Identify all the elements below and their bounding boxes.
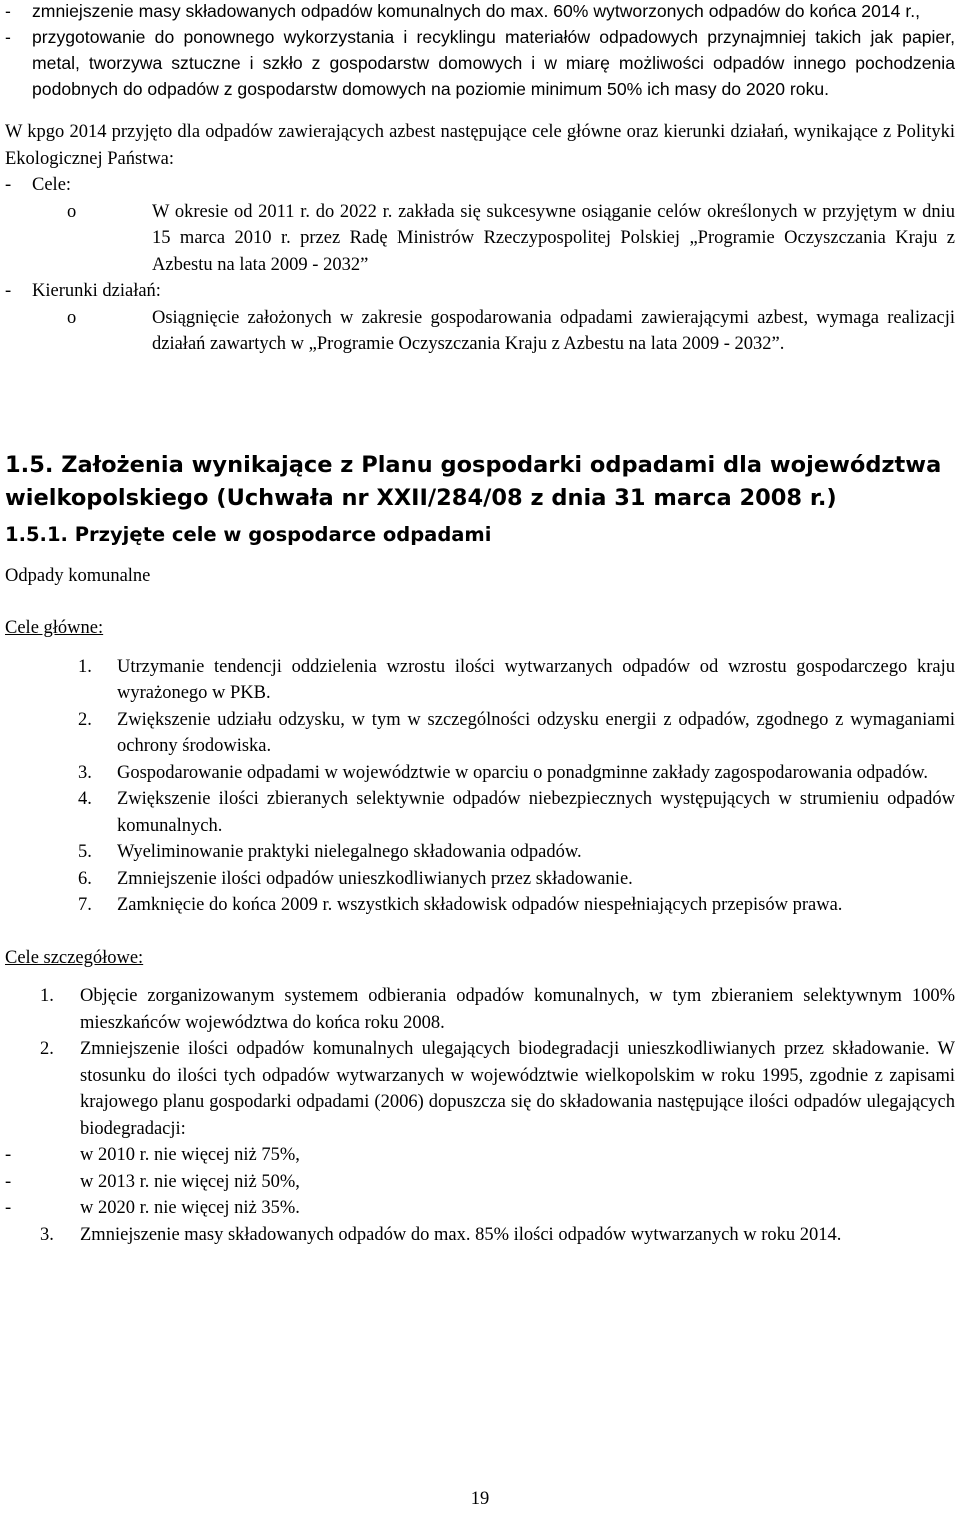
list-item-text: Osiągnięcie założonych w zakresie gospodarowania odpadami zawierającymi azbest, wymaga realizacji działań zawartych w „Programie Oczyszczania Kraju z Azbestu na lata 2009 - 2032”. bbox=[152, 307, 955, 354]
dash-marker: - bbox=[5, 1, 11, 21]
cele-glowne-list bbox=[5, 654, 955, 919]
dash-marker: - bbox=[5, 1198, 12, 1218]
list-item-text: Zmniejszenie ilości odpadów komunalnych ulegających biodegradacji unieszkodliwianych przez składowanie. W stosunku do ilości tych odpadów wytwarzanych w województwie wielkopolskim w roku 1995, zgodnie z zapisami krajowego planu gospodarki odpadami (2006) dopuszcza się do składowania następujące ilości odpadów ulegających biodegradacji: bbox=[80, 1039, 955, 1139]
item-number: 4. bbox=[78, 789, 92, 809]
list-item-text: Gospodarowanie odpadami w województwie w oparciu o ponadgminne zakłady zagospodarowania odpadów. bbox=[117, 762, 929, 783]
cele-szczegolowe-label: Cele szczegółowe: bbox=[5, 947, 144, 968]
item-number: 3. bbox=[78, 762, 92, 783]
list-item bbox=[5, 1195, 955, 1222]
item-number: 1. bbox=[40, 986, 54, 1006]
azbest-intro: W kpgo 2014 przyjęto dla odpadów zawierających azbest następujące cele główne oraz kierunki działań, wynikające z Polityki Ekologicznej Państwa: bbox=[5, 122, 955, 169]
cele-label: Cele: bbox=[32, 175, 72, 195]
item-number: 2. bbox=[40, 1039, 54, 1059]
list-item-text: Utrzymanie tendencji oddzielenia wzrostu ilości wytwarzanych odpadów od wzrostu gospodarczego kraju wyrażonego w PKB. bbox=[117, 656, 955, 703]
item-number: 1. bbox=[78, 656, 92, 677]
list-item bbox=[5, 760, 955, 787]
dash-marker: - bbox=[5, 175, 12, 195]
list-item bbox=[5, 892, 955, 919]
cele-szczegolowe-list bbox=[5, 983, 955, 1248]
kierunki-row bbox=[5, 278, 955, 305]
list-item bbox=[5, 866, 955, 893]
list-item-text: w 2010 r. nie więcej niż 75%, bbox=[80, 1145, 300, 1165]
list-item bbox=[5, 1142, 955, 1169]
list-item-text: Zamknięcie do końca 2009 r. wszystkich składowisk odpadów niespełniających przepisów prawa. bbox=[117, 895, 843, 915]
subsection-heading: 1.5.1. Przyjęte cele w gospodarce odpadami bbox=[5, 522, 492, 546]
page-number: 19 bbox=[470, 1489, 490, 1509]
cele-glowne-label: Cele główne: bbox=[5, 618, 104, 638]
list-item-text: Zwiększenie udziału odzysku, w tym w szczególności odzysku energii z odpadów, zgodnego z wymaganiami ochrony środowiska. bbox=[117, 709, 955, 756]
category-label: Odpady komunalne bbox=[5, 565, 151, 586]
list-item bbox=[5, 654, 955, 707]
item-number: 7. bbox=[78, 895, 92, 915]
list-item bbox=[5, 1222, 955, 1249]
list-item bbox=[5, 1169, 955, 1196]
list-item bbox=[5, 24, 955, 102]
list-item-text: w 2013 r. nie więcej niż 50%, bbox=[80, 1171, 300, 1192]
list-item bbox=[67, 199, 955, 279]
list-item-text: Zwiększenie ilości zbieranych selektywnie odpadów niebezpiecznych występujących w strumieniu odpadów komunalnych. bbox=[117, 789, 955, 836]
cele-row bbox=[5, 172, 955, 199]
list-item-text: Zmniejszenie ilości odpadów unieszkodliwianych przez składowanie. bbox=[117, 868, 633, 889]
list-item bbox=[5, 0, 955, 24]
bullet-marker: o bbox=[67, 201, 77, 222]
list-item bbox=[5, 839, 955, 866]
item-number: 5. bbox=[78, 842, 92, 862]
section-heading: 1.5. Założenia wynikające z Planu gospodarki odpadami dla województwa wielkopolskiego (Uchwała nr XXII/284/08 z dnia 31 marca 2008 r.) bbox=[5, 451, 942, 511]
item-number: 2. bbox=[78, 709, 92, 730]
list-item-text: W okresie od 2011 r. do 2022 r. zakłada się sukcesywne osiąganie celów określonych w przyjętym w dniu 15 marca 2010 r. przez Radę Ministrów Rzeczypospolitej Polskiej „Programie Oczyszczania Kraju z Azbestu na lata 2009 - 2032” bbox=[152, 201, 955, 275]
document-page bbox=[5, 0, 955, 1248]
dash-marker: - bbox=[5, 27, 11, 47]
item-number: 6. bbox=[78, 868, 92, 889]
kierunki-label: Kierunki działań: bbox=[32, 281, 161, 301]
list-item-text: w 2020 r. nie więcej niż 35%. bbox=[80, 1198, 300, 1218]
list-item-text: Wyeliminowanie praktyki nielegalnego składowania odpadów. bbox=[117, 842, 582, 862]
dash-marker: - bbox=[5, 1171, 12, 1192]
list-item-text: Objęcie zorganizowanym systemem odbierania odpadów komunalnych, w tym zbieraniem selektywnym 100% mieszkańców województwa do końca roku 2008. bbox=[80, 986, 955, 1033]
top-list bbox=[5, 0, 955, 102]
list-item-text: Zmniejszenie masy składowanych odpadów do max. 85% ilości odpadów wytwarzanych w roku 2014. bbox=[80, 1224, 842, 1245]
list-item bbox=[5, 1036, 955, 1142]
dash-marker: - bbox=[5, 1145, 12, 1165]
list-item-text: przygotowanie do ponownego wykorzystania i recyklingu materiałów odpadowych przynajmniej takich jak papier, metal, tworzywa sztuczne i szkło z gospodarstw domowych i w miarę możliwości odpadów innego pochodzenia podobnych do odpadów z gospodarstw domowych na poziomie minimum 50% ich masy do 2020 roku. bbox=[32, 27, 955, 99]
list-item bbox=[5, 707, 955, 760]
bullet-marker: o bbox=[67, 307, 77, 328]
list-item bbox=[67, 305, 955, 358]
item-number: 3. bbox=[40, 1224, 54, 1245]
dash-marker: - bbox=[5, 281, 12, 301]
list-item-text: zmniejszenie masy składowanych odpadów komunalnych do max. 60% wytworzonych odpadów do końca 2014 r., bbox=[32, 1, 920, 21]
list-item bbox=[5, 786, 955, 839]
list-item bbox=[5, 983, 955, 1036]
